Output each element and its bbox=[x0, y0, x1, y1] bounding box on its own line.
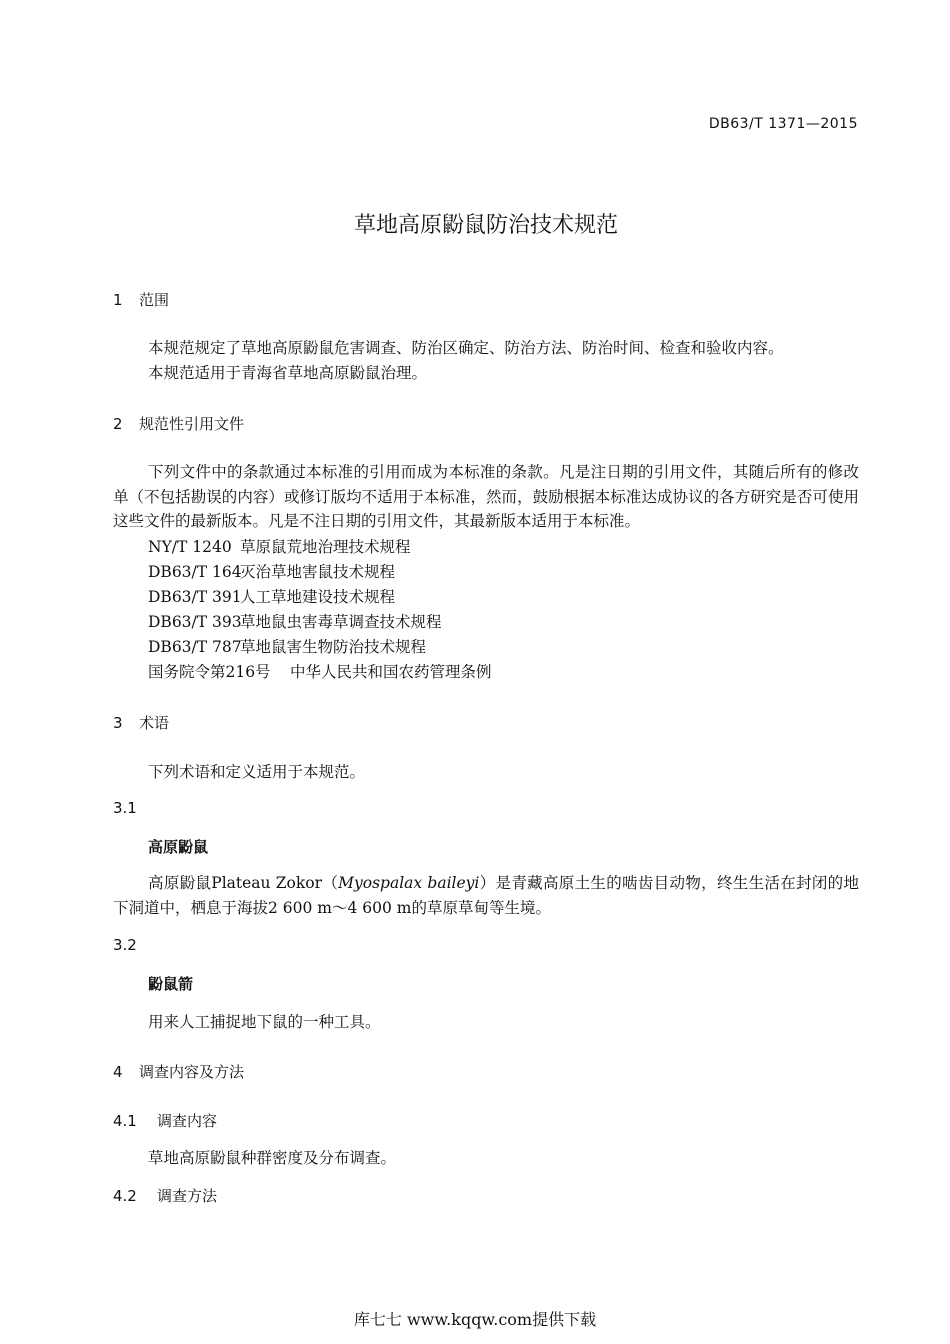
section-1-heading bbox=[113, 289, 169, 310]
reference-name: 中华人民共和国农药管理条例 bbox=[290, 663, 492, 681]
clause-4-1-heading bbox=[113, 1110, 217, 1131]
reference-name: 灭治草地害鼠技术规程 bbox=[240, 563, 396, 581]
term-3-2-definition: 用来人工捕捉地下鼠的一种工具。 bbox=[148, 1013, 381, 1031]
reference-item bbox=[148, 610, 442, 632]
section-2-paragraph-1: 下列文件中的条款通过本标准的引用而成为本标准的条款。凡是注日期的引用文件，其随后所有的修改单（不包括勘误的内容）或修订版均不适用于本标准，然而，鼓励根据本标准达成协议的各方研究是否可使用这些文件的最新版本。凡是不注日期的引用文件，其最新版本适用于本标准。 bbox=[113, 463, 859, 530]
section-number: 4 bbox=[113, 1063, 123, 1081]
reference-name: 草地鼠虫害毒草调查技术规程 bbox=[240, 613, 442, 631]
reference-name: 草原鼠荒地治理技术规程 bbox=[240, 538, 411, 556]
section-title: 术语 bbox=[139, 714, 170, 732]
clause-3-1-number: 3.1 bbox=[113, 799, 137, 817]
clause-3-2-number: 3.2 bbox=[113, 936, 137, 954]
section-4-heading bbox=[113, 1061, 244, 1082]
reference-code: DB63/T 787 bbox=[148, 638, 242, 656]
reference-code: DB63/T 393 bbox=[148, 613, 242, 631]
section-title: 范围 bbox=[139, 291, 170, 309]
document-title: 草地高原鼢鼠防治技术规范 bbox=[353, 213, 618, 238]
clause-number: 4.2 bbox=[113, 1187, 137, 1205]
term-3-1-definition bbox=[113, 871, 859, 920]
footer-watermark: 库七七 www.kqqw.com提供下载 bbox=[353, 1310, 597, 1329]
section-title: 调查内容及方法 bbox=[139, 1063, 245, 1081]
definition-text-b: ）是青藏高原土生的啮齿目动物，终生生活在封闭的地下洞道中，栖息于海拔2 600 m～4 600 m的草原草甸等生境。 bbox=[113, 874, 859, 917]
reference-code: 国务院令第216号 bbox=[148, 663, 271, 681]
section-1-paragraph-1: 本规范规定了草地高原鼢鼠危害调查、防治区确定、防治方法、防治时间、检查和验收内容。 bbox=[148, 339, 784, 357]
reference-name: 人工草地建设技术规程 bbox=[240, 588, 396, 606]
clause-title: 调查方法 bbox=[157, 1187, 218, 1205]
term-3-2: 鼢鼠箭 bbox=[148, 975, 194, 993]
section-1-paragraph-2: 本规范适用于青海省草地高原鼢鼠治理。 bbox=[148, 364, 428, 382]
reference-item bbox=[148, 635, 426, 657]
section-3-paragraph-1: 下列术语和定义适用于本规范。 bbox=[148, 763, 366, 781]
reference-code: DB63/T 164 bbox=[148, 563, 242, 581]
reference-item bbox=[148, 585, 395, 607]
reference-code: NY/T 1240 bbox=[148, 538, 232, 556]
section-number: 3 bbox=[113, 714, 123, 732]
reference-item bbox=[148, 660, 492, 682]
section-title: 规范性引用文件 bbox=[139, 415, 245, 433]
section-2-heading bbox=[113, 413, 244, 434]
reference-item bbox=[148, 560, 395, 582]
clause-title: 调查内容 bbox=[157, 1112, 218, 1130]
definition-text-a: 高原鼢鼠Plateau Zokor（ bbox=[148, 874, 339, 892]
reference-item bbox=[148, 535, 411, 557]
clause-4-1-paragraph: 草地高原鼢鼠种群密度及分布调查。 bbox=[148, 1149, 397, 1167]
section-number: 2 bbox=[113, 415, 123, 433]
latin-name: Myospalax baileyi bbox=[338, 874, 480, 892]
clause-number: 4.1 bbox=[113, 1112, 137, 1130]
document-code: DB63/T 1371—2015 bbox=[708, 116, 858, 132]
reference-name: 草地鼠害生物防治技术规程 bbox=[240, 638, 427, 656]
reference-code: DB63/T 391 bbox=[148, 588, 242, 606]
section-number: 1 bbox=[113, 291, 123, 309]
clause-4-2-heading bbox=[113, 1185, 217, 1206]
section-3-heading bbox=[113, 712, 169, 733]
term-3-1: 高原鼢鼠 bbox=[148, 838, 209, 856]
